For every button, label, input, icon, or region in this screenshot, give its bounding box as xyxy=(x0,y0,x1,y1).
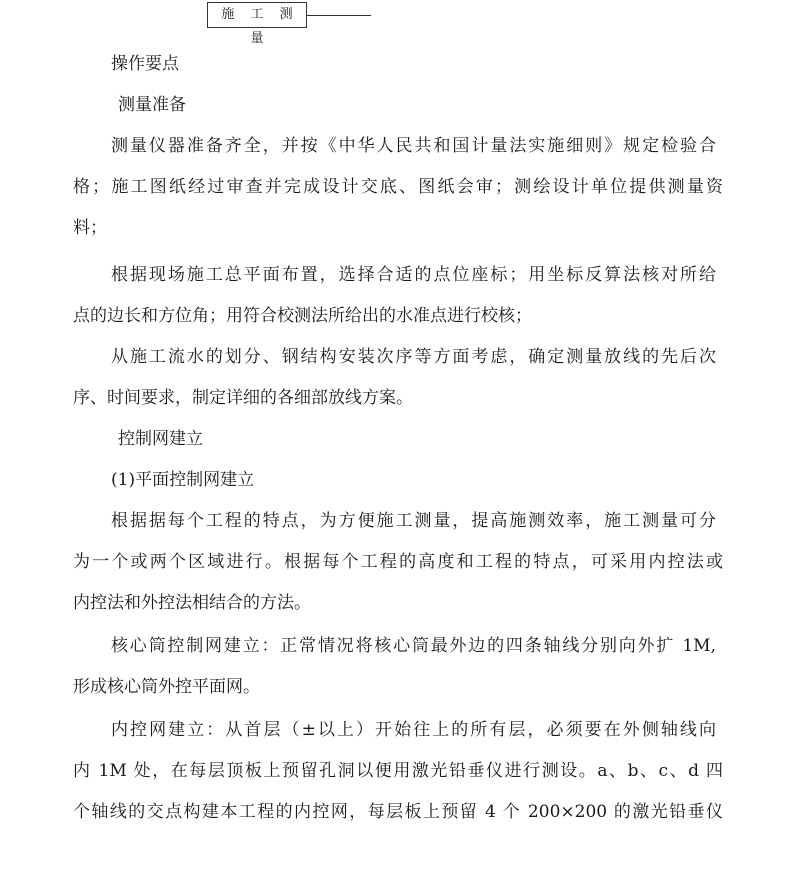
paragraph-line: 为一个或两个区域进行。根据每个工程的高度和工程的特点，可采用内控法或 xyxy=(73,552,723,572)
section-heading-operation: 操作要点 xyxy=(111,54,179,74)
paragraph-line: 点的边长和方位角；用符合校测法所给出的水准点进行校核； xyxy=(73,306,532,326)
paragraph-line: 测量仪器准备齐全，并按《中华人民共和国计量法实施细则》规定检验合 xyxy=(111,136,716,156)
paragraph-line: 根据现场施工总平面布置，选择合适的点位座标；用坐标反算法核对所给 xyxy=(111,265,716,285)
paragraph-line: 核心筒控制网建立：正常情况将核心筒最外边的四条轴线分别向外扩 1M, xyxy=(111,636,716,656)
paragraph-line: 内控网建立：从首层（±以上）开始往上的所有层，必须要在外侧轴线向 xyxy=(111,720,716,740)
paragraph-line: 形成核心筒外控平面网。 xyxy=(73,677,260,697)
paragraph-line: 内控法和外控法相结合的方法。 xyxy=(73,593,311,613)
subheading-plane-control: (1)平面控制网建立 xyxy=(111,470,255,490)
paragraph-line: 料； xyxy=(73,218,107,238)
running-header: 施 工 测 量 xyxy=(207,2,307,28)
paragraph-line: 序、时间要求，制定详细的各细部放线方案。 xyxy=(73,388,413,408)
header-rule xyxy=(307,15,371,16)
paragraph-line: 从施工流水的划分、钢结构安装次序等方面考虑，确定测量放线的先后次 xyxy=(111,347,716,367)
paragraph-line: 个轴线的交点构建本工程的内控网，每层板上预留 4 个 200×200 的激光铅垂仪 xyxy=(73,802,723,822)
paragraph-line: 格；施工图纸经过审查并完成设计交底、图纸会审；测绘设计单位提供测量资 xyxy=(73,177,723,197)
paragraph-line: 根据据每个工程的特点，为方便施工测量，提高施测效率，施工测量可分 xyxy=(111,511,716,531)
subheading-survey-prep: 测量准备 xyxy=(118,95,186,115)
subheading-control-network: 控制网建立 xyxy=(118,429,203,449)
paragraph-line: 内 1M 处，在每层顶板上预留孔洞以便用激光铅垂仪进行测设。a、b、c、d 四 xyxy=(73,761,723,781)
